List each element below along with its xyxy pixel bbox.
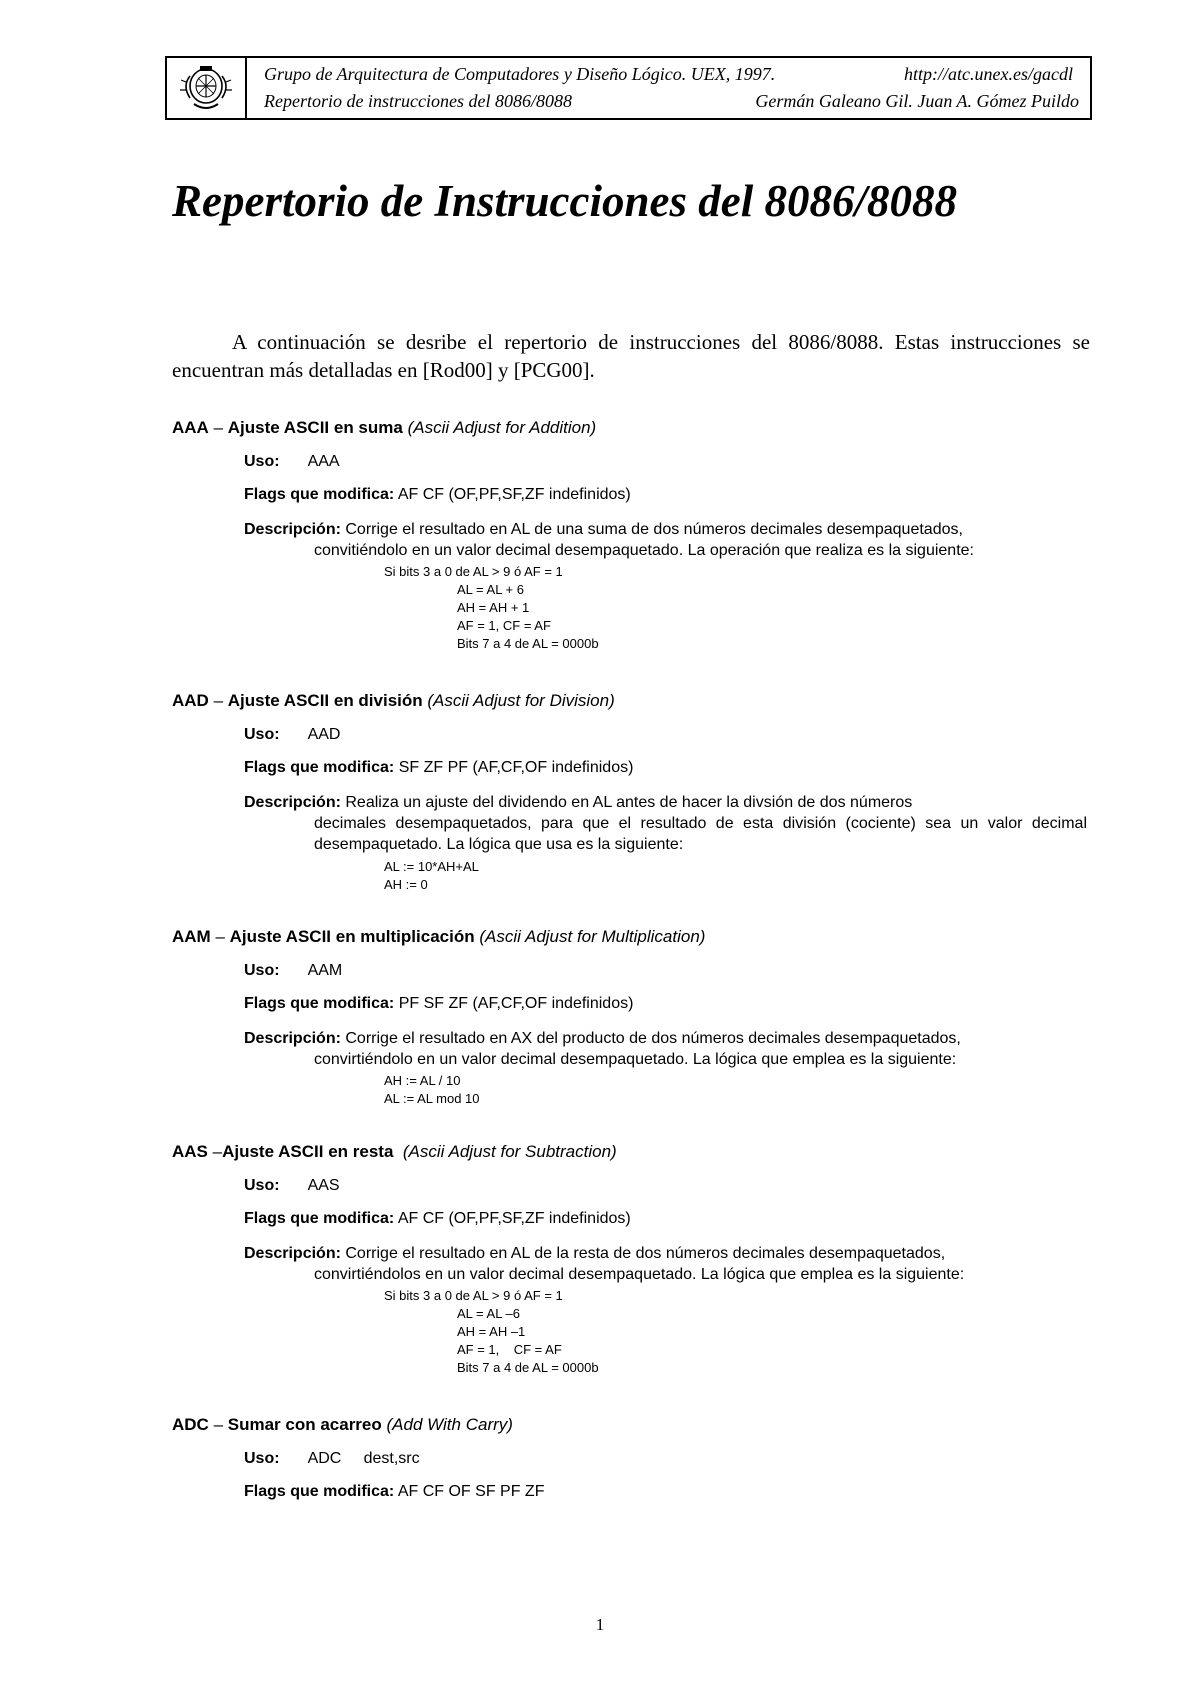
flags-label: Flags que modifica: xyxy=(244,1483,395,1500)
uso-label: Uso: xyxy=(244,1177,280,1194)
description xyxy=(244,792,1087,855)
flags-row xyxy=(244,759,633,777)
mnemonic: ADC xyxy=(172,1415,209,1434)
header-line-2 xyxy=(264,91,1079,112)
page-number: 1 xyxy=(595,1615,605,1634)
mnemonic: AAD xyxy=(172,691,209,710)
desc-continuation: convirtiéndolos en un valor decimal desempaquetado. La lógica que emplea es la siguiente: xyxy=(314,1266,965,1283)
section-heading xyxy=(172,1415,1092,1435)
heading-dash: – xyxy=(207,1142,223,1161)
desc-label: Descripción: xyxy=(244,521,341,538)
flags-row xyxy=(244,995,633,1013)
code-line: AH = AH + 1 xyxy=(457,600,530,615)
section-heading xyxy=(172,418,1092,438)
desc-continuation: convirtiéndolo en un valor decimal desempaquetado. La lógica que emplea es la siguiente: xyxy=(314,1051,957,1068)
intro-paragraph: A continuación se desribe el repertorio de instrucciones del 8086/8088. Estas instrucciones se encuentran más detalladas en [Rod00] y [PCG00]. xyxy=(172,330,1090,382)
flags-row xyxy=(244,1210,631,1228)
instruction-section-aad xyxy=(172,691,1092,892)
instruction-section-adc xyxy=(172,1415,1092,1500)
code-line: Bits 7 a 4 de AL = 0000b xyxy=(457,636,599,651)
flags-label: Flags que modifica: xyxy=(244,486,395,503)
desc-label: Descripción: xyxy=(244,1030,341,1047)
uso-row xyxy=(244,453,340,471)
code-line: AL := 10*AH+AL xyxy=(384,859,479,874)
section-heading xyxy=(172,691,1092,711)
uso-value: AAD xyxy=(307,726,341,743)
english-name: (Ascii Adjust for Multiplication) xyxy=(479,927,706,946)
instruction-section-aas xyxy=(172,1142,1092,1375)
mnemonic: AAS xyxy=(172,1142,208,1161)
description xyxy=(244,1028,1087,1070)
header-group-name: Grupo de Arquitectura de Computadores y Diseño Lógico. UEX, 1997. xyxy=(264,64,776,84)
flags-label: Flags que modifica: xyxy=(244,759,395,776)
heading-dash: – xyxy=(208,1415,228,1434)
code-line: AL := AL mod 10 xyxy=(384,1091,480,1106)
description xyxy=(244,519,1087,561)
english-name: (Add With Carry) xyxy=(386,1415,513,1434)
uso-row xyxy=(244,726,340,744)
code-line: AF = 1, CF = AF xyxy=(457,1342,562,1357)
section-heading xyxy=(172,1142,1092,1162)
uso-row xyxy=(244,1177,340,1195)
desc-first-line: Corrige el resultado en AL de una suma de dos números decimales desempaquetados, xyxy=(345,521,963,538)
desc-first-line: Corrige el resultado en AX del producto de dos números decimales desempaquetados, xyxy=(345,1030,961,1047)
uso-value: AAS xyxy=(307,1177,340,1194)
flags-value: AF CF (OF,PF,SF,ZF indefinidos) xyxy=(397,1210,631,1227)
english-name: (Ascii Adjust for Division) xyxy=(427,691,615,710)
heading-dash: – xyxy=(210,927,230,946)
instruction-section-aaa xyxy=(172,418,1092,651)
instruction-name: Ajuste ASCII en suma xyxy=(227,418,403,437)
uso-value: ADC dest,src xyxy=(307,1450,420,1467)
uso-label: Uso: xyxy=(244,1450,280,1467)
english-name: (Ascii Adjust for Addition) xyxy=(407,418,597,437)
flags-label: Flags que modifica: xyxy=(244,1210,395,1227)
desc-continuation: decimales desempaquetados, para que el resultado de esta división (cociente) sea un valor decimal desempaquetado. La lógica que usa es la siguiente: xyxy=(314,815,1087,853)
header-authors: Germán Galeano Gil. Juan A. Gómez Puildo xyxy=(755,91,1079,111)
uso-label: Uso: xyxy=(244,453,280,470)
page-title: Repertorio de Instrucciones del 8086/8088 xyxy=(172,176,957,226)
instruction-name: Ajuste ASCII en resta xyxy=(222,1142,394,1161)
mnemonic: AAA xyxy=(172,418,209,437)
code-line: AH := 0 xyxy=(384,877,428,892)
flags-row xyxy=(244,1483,544,1501)
uso-value: AAA xyxy=(307,453,340,470)
header-doc-title: Repertorio de instrucciones del 8086/8088 xyxy=(264,91,572,111)
uso-value: AAM xyxy=(307,962,343,979)
uso-label: Uso: xyxy=(244,726,280,743)
heading-dash: – xyxy=(208,691,228,710)
header-line-1 xyxy=(264,64,1079,85)
code-line: AL = AL –6 xyxy=(457,1306,521,1321)
instruction-name: Ajuste ASCII en multiplicación xyxy=(229,927,475,946)
flags-value: SF ZF PF (AF,CF,OF indefinidos) xyxy=(398,759,634,776)
uso-label: Uso: xyxy=(244,962,280,979)
english-name: (Ascii Adjust for Subtraction) xyxy=(402,1142,617,1161)
desc-first-line: Corrige el resultado en AL de la resta de dos números decimales desempaquetados, xyxy=(345,1245,946,1262)
mnemonic: AAM xyxy=(172,927,211,946)
instruction-name: Sumar con acarreo xyxy=(227,1415,382,1434)
uso-row xyxy=(244,1450,420,1468)
desc-label: Descripción: xyxy=(244,794,341,811)
uso-row xyxy=(244,962,342,980)
section-heading xyxy=(172,927,1092,947)
code-line: Si bits 3 a 0 de AL > 9 ó AF = 1 xyxy=(384,1288,563,1303)
code-line: Bits 7 a 4 de AL = 0000b xyxy=(457,1360,599,1375)
flags-row xyxy=(244,486,631,504)
flags-value: PF SF ZF (AF,CF,OF indefinidos) xyxy=(398,995,634,1012)
flags-value: AF CF (OF,PF,SF,ZF indefinidos) xyxy=(397,486,631,503)
heading-dash: – xyxy=(208,418,228,437)
desc-first-line: Realiza un ajuste del dividendo en AL antes de hacer la divsión de dos números xyxy=(345,794,913,811)
desc-continuation: convitiéndolo en un valor decimal desempaquetado. La operación que realiza es la siguiente: xyxy=(314,542,974,559)
document-header xyxy=(165,56,1092,120)
code-line: AF = 1, CF = AF xyxy=(457,618,551,633)
instruction-name: Ajuste ASCII en división xyxy=(227,691,423,710)
description xyxy=(244,1243,1087,1285)
code-line: AH := AL / 10 xyxy=(384,1073,461,1088)
instruction-section-aam xyxy=(172,927,1092,1106)
code-line: AL = AL + 6 xyxy=(457,582,524,597)
header-url: http://atc.unex.es/gacdl xyxy=(904,64,1073,84)
code-line: AH = AH –1 xyxy=(457,1324,526,1339)
flags-value: AF CF OF SF PF ZF xyxy=(397,1483,545,1500)
flags-label: Flags que modifica: xyxy=(244,995,395,1012)
desc-label: Descripción: xyxy=(244,1245,341,1262)
university-seal-icon xyxy=(167,58,247,118)
code-line: Si bits 3 a 0 de AL > 9 ó AF = 1 xyxy=(384,564,563,579)
